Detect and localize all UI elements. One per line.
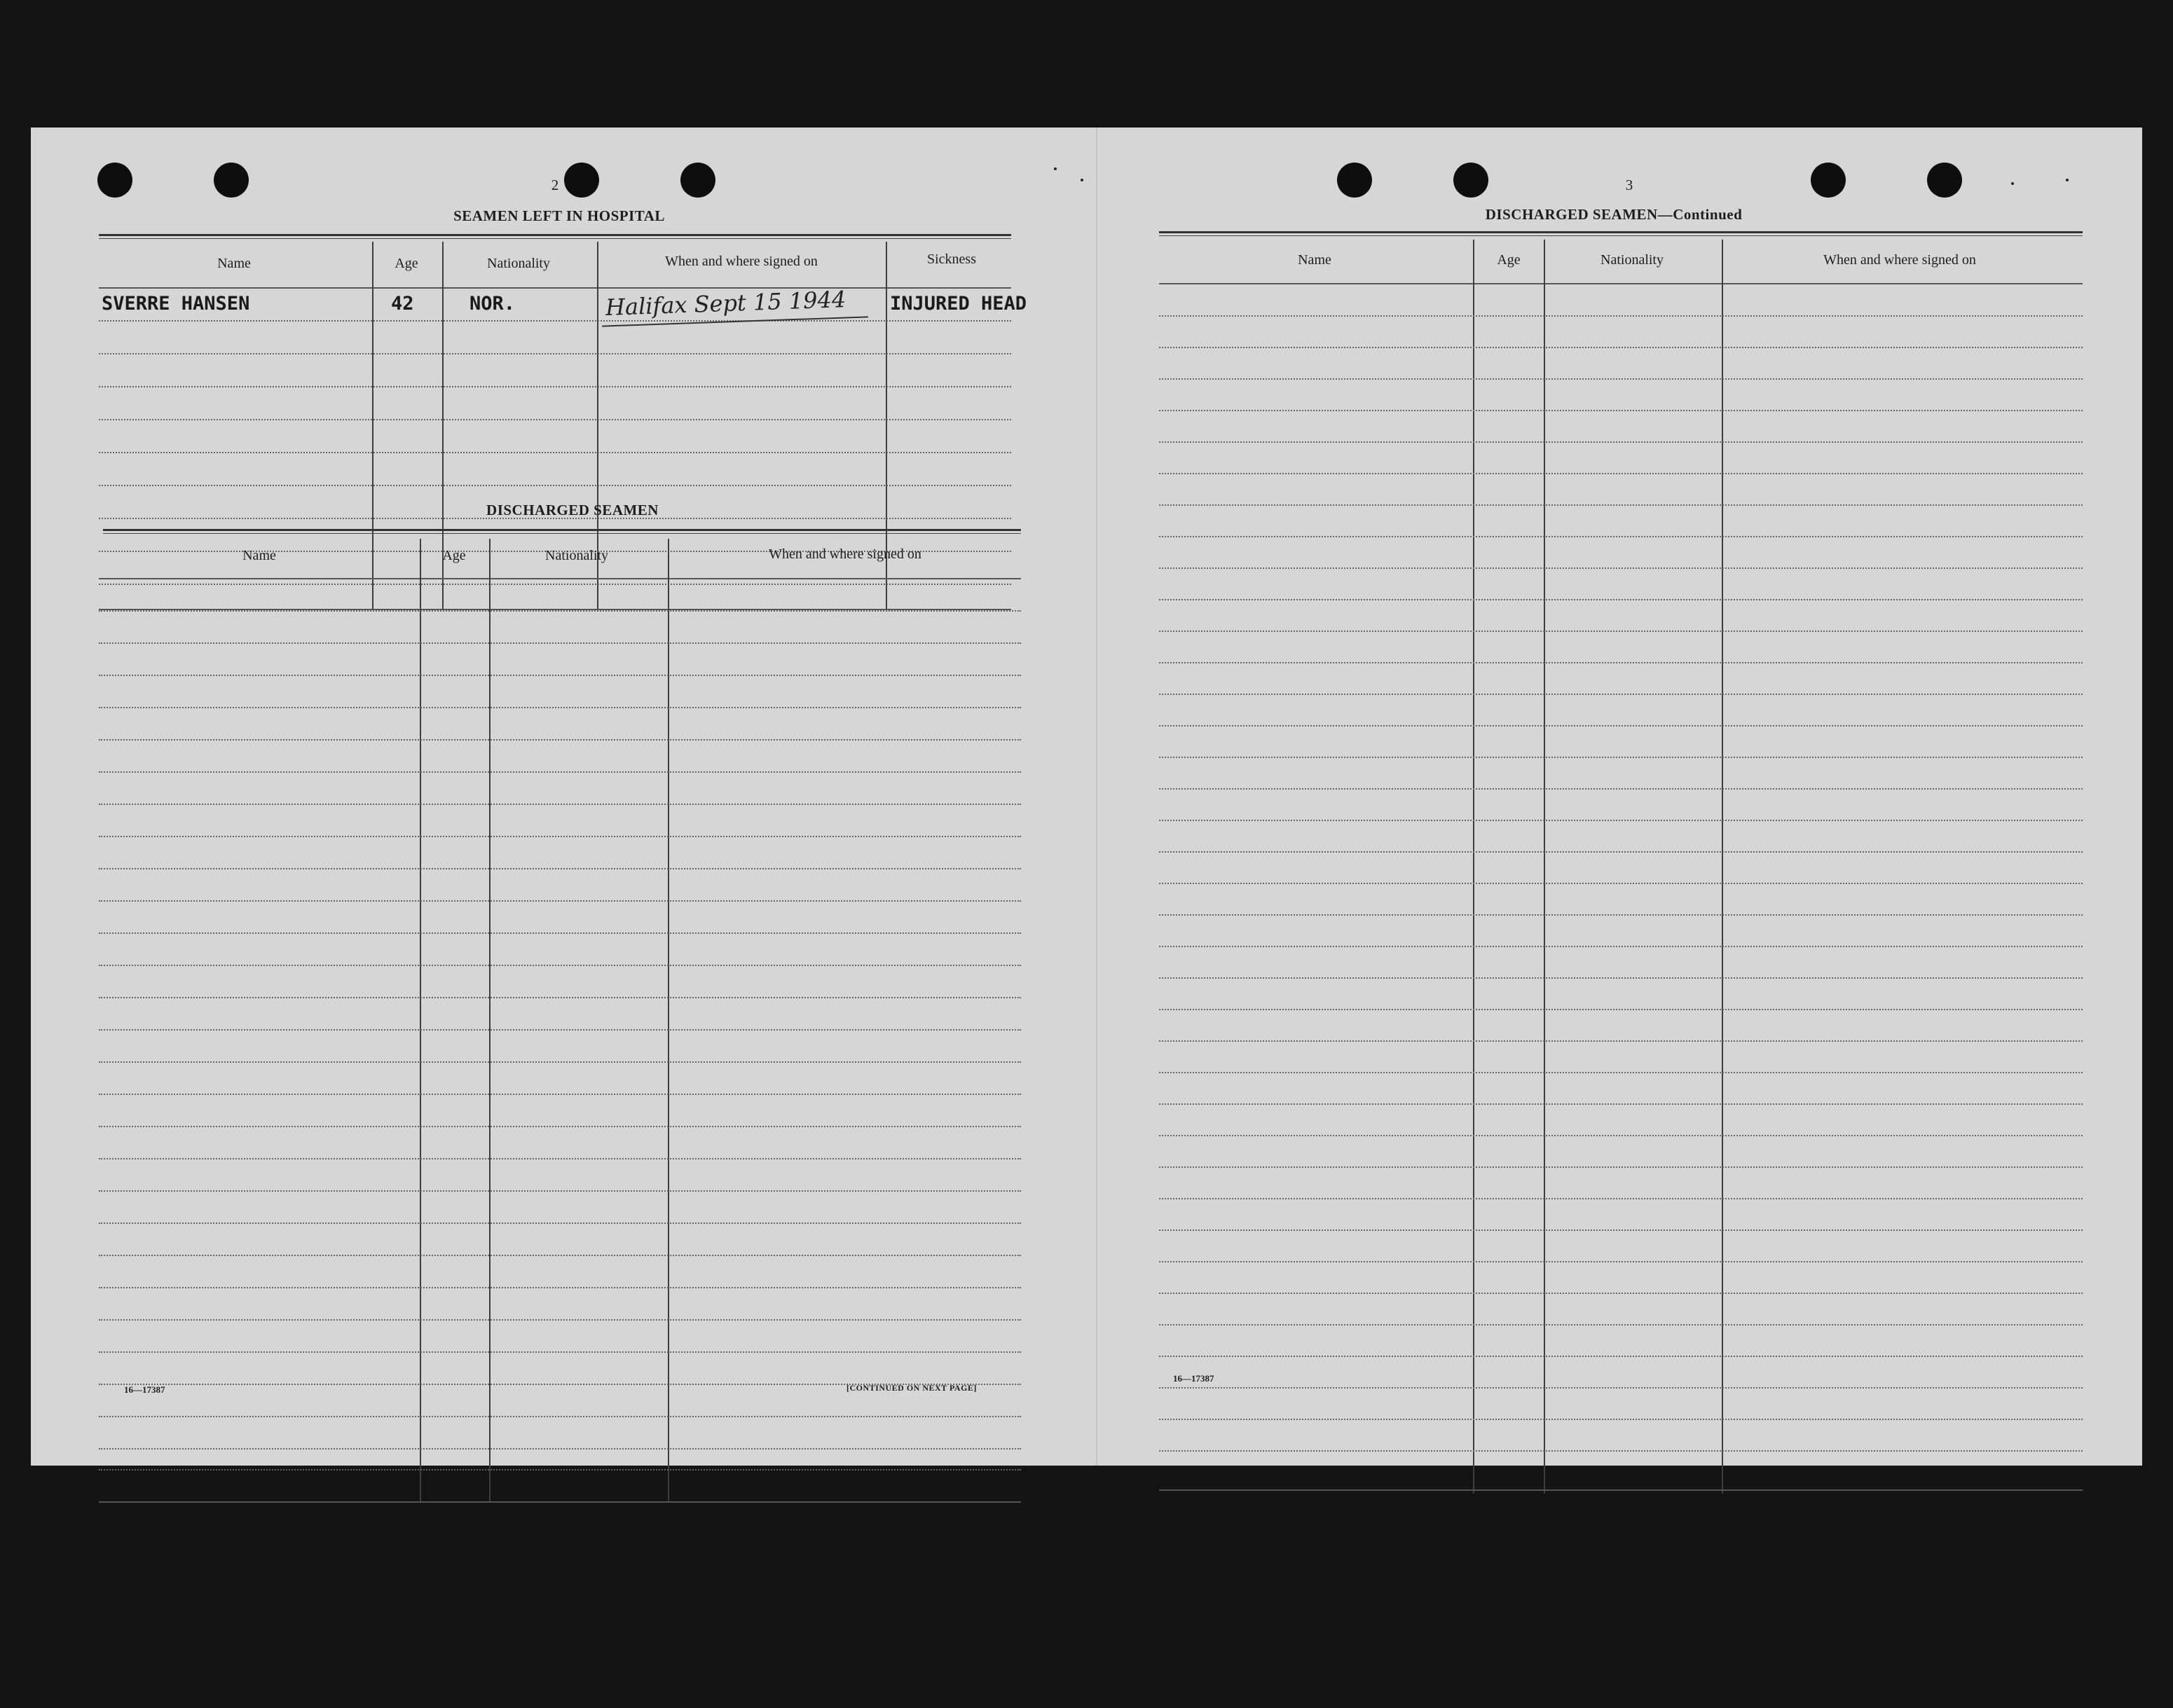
row-line [99, 320, 1011, 322]
row-line [1159, 851, 2083, 853]
col-header-name: Name [1298, 252, 1331, 268]
row-line [1159, 441, 2083, 443]
section-title-discharged-continued [1486, 206, 1742, 223]
double-rule [1159, 231, 2083, 236]
seaman-nationality: NOR. [469, 293, 516, 315]
row-line [1159, 883, 2083, 884]
row-line [1159, 1230, 2083, 1231]
row-line [1159, 1009, 2083, 1010]
row-line [1159, 1324, 2083, 1325]
page-number: 3 [1625, 177, 1633, 193]
col-header-sickness: Sickness [927, 252, 976, 267]
col-header-signed-on: When and where signed on [769, 546, 921, 562]
row-line [1159, 1356, 2083, 1357]
seaman-age: 42 [391, 293, 414, 315]
row-line [1159, 946, 2083, 947]
row-line [99, 386, 1011, 387]
row-line [99, 868, 1021, 869]
column-divider [420, 539, 421, 1502]
row-line [1159, 1419, 2083, 1420]
row-line [99, 771, 1021, 773]
row-line [99, 1448, 1021, 1449]
row-line [1159, 725, 2083, 726]
row-line [1159, 820, 2083, 821]
form-number: 16—17387 [124, 1384, 165, 1395]
section-title-hospital: SEAMEN LEFT IN HOSPITAL [453, 207, 665, 224]
row-line [99, 353, 1011, 354]
row-line [99, 419, 1011, 420]
row-line [99, 1469, 1021, 1471]
document-sheet [31, 128, 2142, 1466]
punch-hole [564, 163, 599, 198]
row-line [1159, 410, 2083, 411]
form-number: 16—17387 [1173, 1373, 1214, 1384]
row-line [99, 1094, 1021, 1095]
row-line [1159, 378, 2083, 380]
row-line [1159, 914, 2083, 916]
col-header-name: Name [242, 548, 276, 563]
row-line [99, 452, 1011, 453]
row-line [1159, 504, 2083, 506]
column-divider [489, 539, 491, 1502]
punch-hole [97, 163, 132, 198]
column-divider [668, 539, 669, 1502]
row-line [1159, 1450, 2083, 1452]
row-line [99, 1351, 1021, 1353]
row-line [99, 707, 1021, 708]
row-line [99, 836, 1021, 837]
row-line [1159, 1135, 2083, 1136]
col-header-name: Name [217, 256, 251, 271]
double-rule [103, 529, 1021, 534]
punch-hole [214, 163, 249, 198]
column-divider [1722, 240, 1723, 1494]
row-line [99, 642, 1021, 644]
continued-note: [CONTINUED ON NEXT PAGE] [846, 1383, 977, 1393]
ink-speck [2011, 182, 2014, 185]
col-header-age: Age [1497, 252, 1521, 268]
col-header-signed-on: When and where signed on [665, 254, 818, 269]
row-line [1159, 473, 2083, 474]
table-bottom [1159, 1489, 2083, 1491]
row-line [99, 1061, 1021, 1063]
double-rule [99, 234, 1011, 239]
row-line [99, 804, 1021, 805]
header-underline [1159, 283, 2083, 284]
row-line [99, 1190, 1021, 1192]
col-header-nationality: Nationality [487, 256, 550, 271]
row-line [1159, 694, 2083, 695]
ink-speck [2066, 179, 2069, 181]
row-line [1159, 757, 2083, 758]
title-main: DISCHARGED SEAMEN [1485, 206, 1658, 223]
row-line [1159, 1166, 2083, 1168]
row-line [1159, 1261, 2083, 1262]
header-underline [99, 578, 1021, 579]
row-line [99, 1416, 1021, 1417]
row-line [99, 675, 1021, 676]
row-line [99, 900, 1021, 902]
row-line [1159, 1293, 2083, 1294]
column-divider [1473, 240, 1474, 1494]
row-line [99, 584, 1011, 585]
handwritten-signed-on: Halifax Sept 15 1944 [605, 286, 846, 321]
col-header-signed-on: When and where signed on [1823, 252, 1976, 268]
page-fold [1096, 128, 1097, 1466]
row-line [1159, 536, 2083, 537]
col-header-nationality: Nationality [1600, 252, 1664, 268]
table-bottom [99, 1501, 1021, 1503]
row-line [99, 1126, 1021, 1127]
ink-speck [1081, 179, 1083, 181]
row-line [99, 1287, 1021, 1288]
row-line [99, 997, 1021, 998]
row-line [1159, 1072, 2083, 1073]
punch-hole [1453, 163, 1488, 198]
col-header-age: Age [442, 548, 466, 563]
row-line [1159, 788, 2083, 790]
punch-hole [1337, 163, 1372, 198]
punch-hole [680, 163, 715, 198]
row-line [1159, 631, 2083, 632]
row-line [99, 610, 1021, 612]
title-continued: —Continued [1657, 206, 1743, 223]
row-line [1159, 315, 2083, 317]
col-header-age: Age [395, 256, 418, 271]
seaman-sickness: INJURED HEAD [890, 293, 1027, 315]
ink-speck [1054, 167, 1057, 170]
header-underline [99, 287, 1011, 289]
column-divider [1544, 240, 1545, 1494]
row-line [1159, 977, 2083, 979]
row-line [1159, 1040, 2083, 1042]
column-divider [372, 242, 373, 609]
row-line [99, 1319, 1021, 1321]
row-line [1159, 1198, 2083, 1199]
row-line [1159, 599, 2083, 600]
row-line [99, 932, 1021, 934]
page-number: 2 [551, 177, 559, 193]
row-line [99, 739, 1021, 741]
row-line [99, 1255, 1021, 1256]
row-line [1159, 567, 2083, 569]
row-line [1159, 347, 2083, 348]
punch-hole [1927, 163, 1962, 198]
row-line [99, 1223, 1021, 1224]
row-line [99, 965, 1021, 966]
col-header-nationality: Nationality [545, 548, 608, 563]
row-line [99, 485, 1011, 486]
row-line [1159, 1103, 2083, 1105]
row-line [99, 1158, 1021, 1159]
seaman-name: SVERRE HANSEN [102, 293, 250, 315]
punch-hole [1811, 163, 1846, 198]
section-title-discharged: DISCHARGED SEAMEN [486, 502, 659, 518]
row-line [99, 1029, 1021, 1031]
row-line [1159, 662, 2083, 663]
row-line [1159, 1387, 2083, 1389]
